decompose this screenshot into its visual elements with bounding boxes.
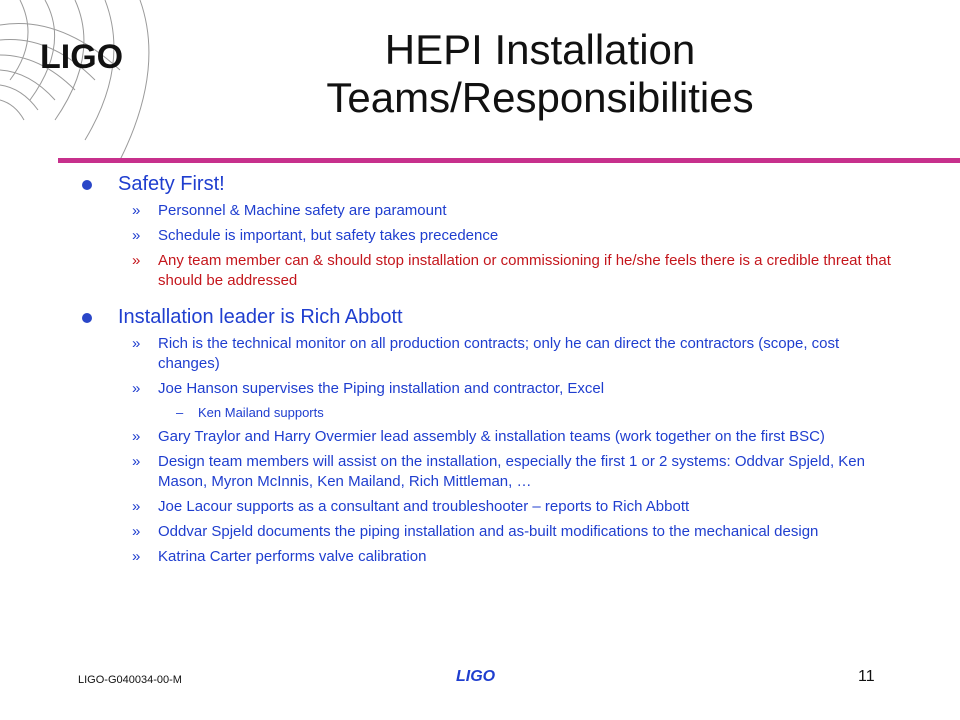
bullet-text: Installation leader is Rich Abbott [118, 306, 403, 328]
chevron-marker-icon: » [132, 252, 141, 269]
bullet-safety-first [80, 172, 900, 196]
chevron-marker-icon: » [132, 453, 141, 470]
sub-bullet [80, 427, 900, 447]
sub-bullet-text: Any team member can & should stop installation or commissioning if he/she feels there is a credible threat that should be addressed [158, 252, 891, 289]
sub-bullet-text: Schedule is important, but safety takes precedence [158, 227, 499, 244]
title-line-2: Teams/Responsibilities [326, 74, 754, 121]
sub-bullet [80, 452, 900, 492]
title-divider [58, 158, 960, 163]
sub-bullet-text: Design team members will assist on the installation, especially the first 1 or 2 systems: Oddvar Spjeld, Ken Mason, Myron McInnis, Ken Mailand, Rich Mittleman, … [158, 453, 865, 490]
sub-sub-bullet [80, 404, 900, 422]
bullet-list [80, 172, 900, 567]
bullet-dot-icon [82, 180, 92, 190]
sub-bullet-warning [80, 251, 900, 291]
sub-bullet-text: Rich is the technical monitor on all production contracts; only he can direct the contractors (scope, cost changes) [158, 335, 840, 372]
chevron-marker-icon: » [132, 523, 141, 540]
dash-marker-icon: – [176, 405, 184, 420]
chevron-marker-icon: » [132, 380, 141, 397]
bullet-installation-leader [80, 305, 900, 329]
ligo-logo [0, 0, 200, 160]
sub-bullet-text: Katrina Carter performs valve calibration [158, 548, 427, 565]
sub-bullet-text: Personnel & Machine safety are paramount [158, 202, 447, 219]
chevron-marker-icon: » [132, 335, 141, 352]
chevron-marker-icon: » [132, 428, 141, 445]
chevron-marker-icon: » [132, 548, 141, 565]
sub-sub-bullet-text: Ken Mailand supports [198, 405, 324, 420]
footer-document-id: LIGO-G040034-00-M [78, 674, 182, 686]
chevron-marker-icon: » [132, 202, 141, 219]
footer-logo: LIGO [456, 668, 496, 685]
bullet-dot-icon [82, 313, 92, 323]
sub-bullet [80, 379, 900, 399]
sub-bullet [80, 547, 900, 567]
sub-bullet [80, 201, 900, 221]
sub-bullet [80, 497, 900, 517]
logo-text: LIGO [40, 38, 124, 76]
bullet-text: Safety First! [118, 173, 225, 195]
sub-bullet [80, 334, 900, 374]
page-number: 11 [858, 668, 875, 685]
sub-bullet-text: Oddvar Spjeld documents the piping installation and as-built modifications to the mechanical design [158, 523, 819, 540]
slide-title [240, 26, 840, 122]
sub-bullet [80, 226, 900, 246]
title-line-1: HEPI Installation [384, 26, 696, 73]
sub-bullet-text: Joe Lacour supports as a consultant and troubleshooter – reports to Rich Abbott [158, 498, 690, 515]
sub-bullet-text: Gary Traylor and Harry Overmier lead assembly & installation teams (work together on the first BSC) [158, 428, 825, 445]
chevron-marker-icon: » [132, 227, 141, 244]
sub-bullet [80, 522, 900, 542]
chevron-marker-icon: » [132, 498, 141, 515]
sub-bullet-text: Joe Hanson supervises the Piping installation and contractor, Excel [158, 380, 605, 397]
